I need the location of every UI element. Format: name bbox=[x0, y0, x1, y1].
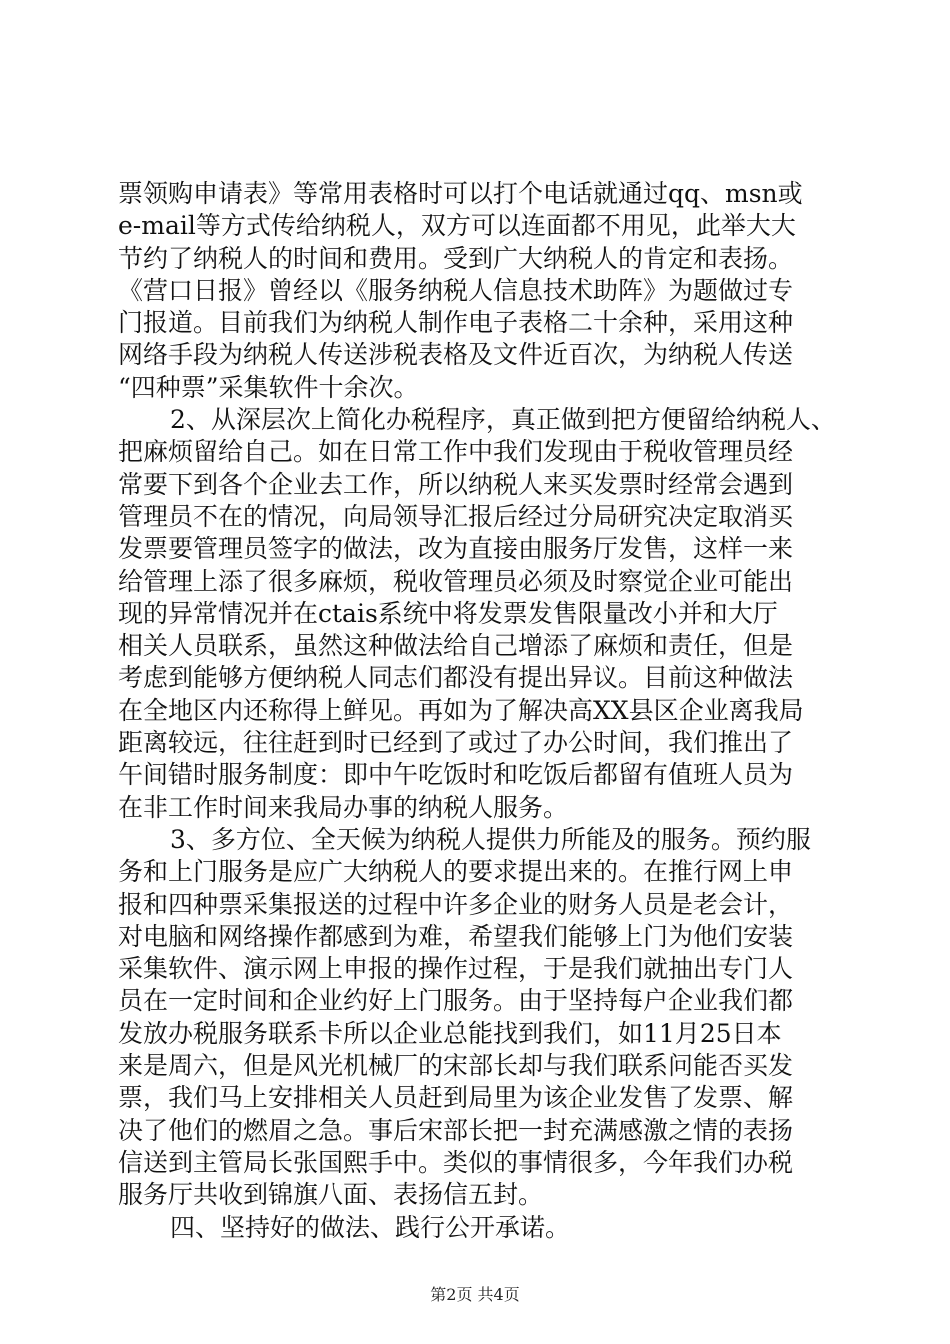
text-line: e-mail等方式传给纳税人，双方可以连面都不用见，此举大大 bbox=[118, 211, 796, 241]
text-line: 采集软件、演示网上申报的操作过程，于是我们就抽出专门人 bbox=[118, 954, 794, 984]
text-line: 现的异常情况并在ctais系统中将发票发售限量改小并和大厅 bbox=[118, 598, 778, 628]
text-line: 节约了纳税人的时间和费用。受到广大纳税人的肯定和表扬。 bbox=[118, 243, 794, 273]
text-line: 午间错时服务制度：即中午吃饭时和吃饭后都留有值班人员为 bbox=[118, 760, 794, 790]
text-line: 网络手段为纳税人传送涉税表格及文件近百次，为纳税人传送 bbox=[118, 340, 794, 370]
text-line: 票领购申请表》等常用表格时可以打个电话就通过qq、msn或 bbox=[118, 179, 803, 208]
text-line: 在全地区内还称得上鲜见。再如为了解决高XX县区企业离我局 bbox=[118, 695, 804, 725]
text-line: “四种票”采集软件十余次。 bbox=[118, 372, 419, 402]
text-line: 发票要管理员签字的做法，改为直接由服务厅发售，这样一来 bbox=[118, 534, 794, 564]
text-line: 员在一定时间和企业约好上门服务。由于坚持每户企业我们都 bbox=[118, 986, 794, 1016]
text-line: 常要下到各个企业去工作，所以纳税人来买发票时经常会遇到 bbox=[118, 469, 794, 499]
text-line: 对电脑和网络操作都感到为难，希望我们能够上门为他们安装 bbox=[118, 921, 794, 951]
text-line: 报和四种票采集报送的过程中许多企业的财务人员是老会计， bbox=[118, 889, 794, 919]
text-line: 决了他们的燃眉之急。事后宋部长把一封充满感激之情的表扬 bbox=[118, 1115, 794, 1145]
text-line: 票，我们马上安排相关人员赶到局里为该企业发售了发票、解 bbox=[118, 1083, 794, 1113]
paragraph-first-line: 2、从深层次上简化办税程序，真正做到把方便留给纳税人、 bbox=[170, 405, 836, 435]
text-line: 发放办税服务联系卡所以企业总能找到我们，如11月25日本 bbox=[118, 1018, 782, 1048]
page-footer: 第2页 共4页 bbox=[430, 1285, 520, 1304]
text-line: 务和上门服务是应广大纳税人的要求提出来的。在推行网上申 bbox=[118, 857, 794, 887]
text-line: 相关人员联系，虽然这种做法给自己增添了麻烦和责任，但是 bbox=[118, 631, 794, 661]
text-line: 管理员不在的情况，向局领导汇报后经过分局研究决定取消买 bbox=[118, 501, 794, 531]
text-line: 《营口日报》曾经以《服务纳税人信息技术助阵》为题做过专 bbox=[118, 275, 794, 305]
text-line: 信送到主管局长张国熙手中。类似的事情很多，今年我们办税 bbox=[118, 1147, 794, 1177]
document-body bbox=[118, 178, 842, 1244]
text-line: 距离较远，往往赶到时已经到了或过了办公时间，我们推出了 bbox=[118, 728, 794, 758]
text-line: 把麻烦留给自己。如在日常工作中我们发现由于税收管理员经 bbox=[118, 437, 794, 467]
paragraph-first-line: 3、多方位、全天候为纳税人提供力所能及的服务。预约服 bbox=[170, 824, 811, 854]
text-line: 门报道。目前我们为纳税人制作电子表格二十余种，采用这种 bbox=[118, 308, 794, 338]
text-line: 来是周六，但是风光机械厂的宋部长却与我们联系问能否买发 bbox=[118, 1051, 794, 1081]
text-line: 考虑到能够方便纳税人同志们都没有提出异议。目前这种做法 bbox=[118, 663, 794, 693]
text-line: 给管理上添了很多麻烦，税收管理员必须及时察觉企业可能出 bbox=[118, 566, 794, 596]
paragraph-first-line: 四、坚持好的做法、践行公开承诺。 bbox=[170, 1212, 571, 1242]
text-line: 在非工作时间来我局办事的纳税人服务。 bbox=[118, 792, 569, 822]
text-line: 服务厅共收到锦旗八面、表扬信五封。 bbox=[118, 1180, 544, 1210]
